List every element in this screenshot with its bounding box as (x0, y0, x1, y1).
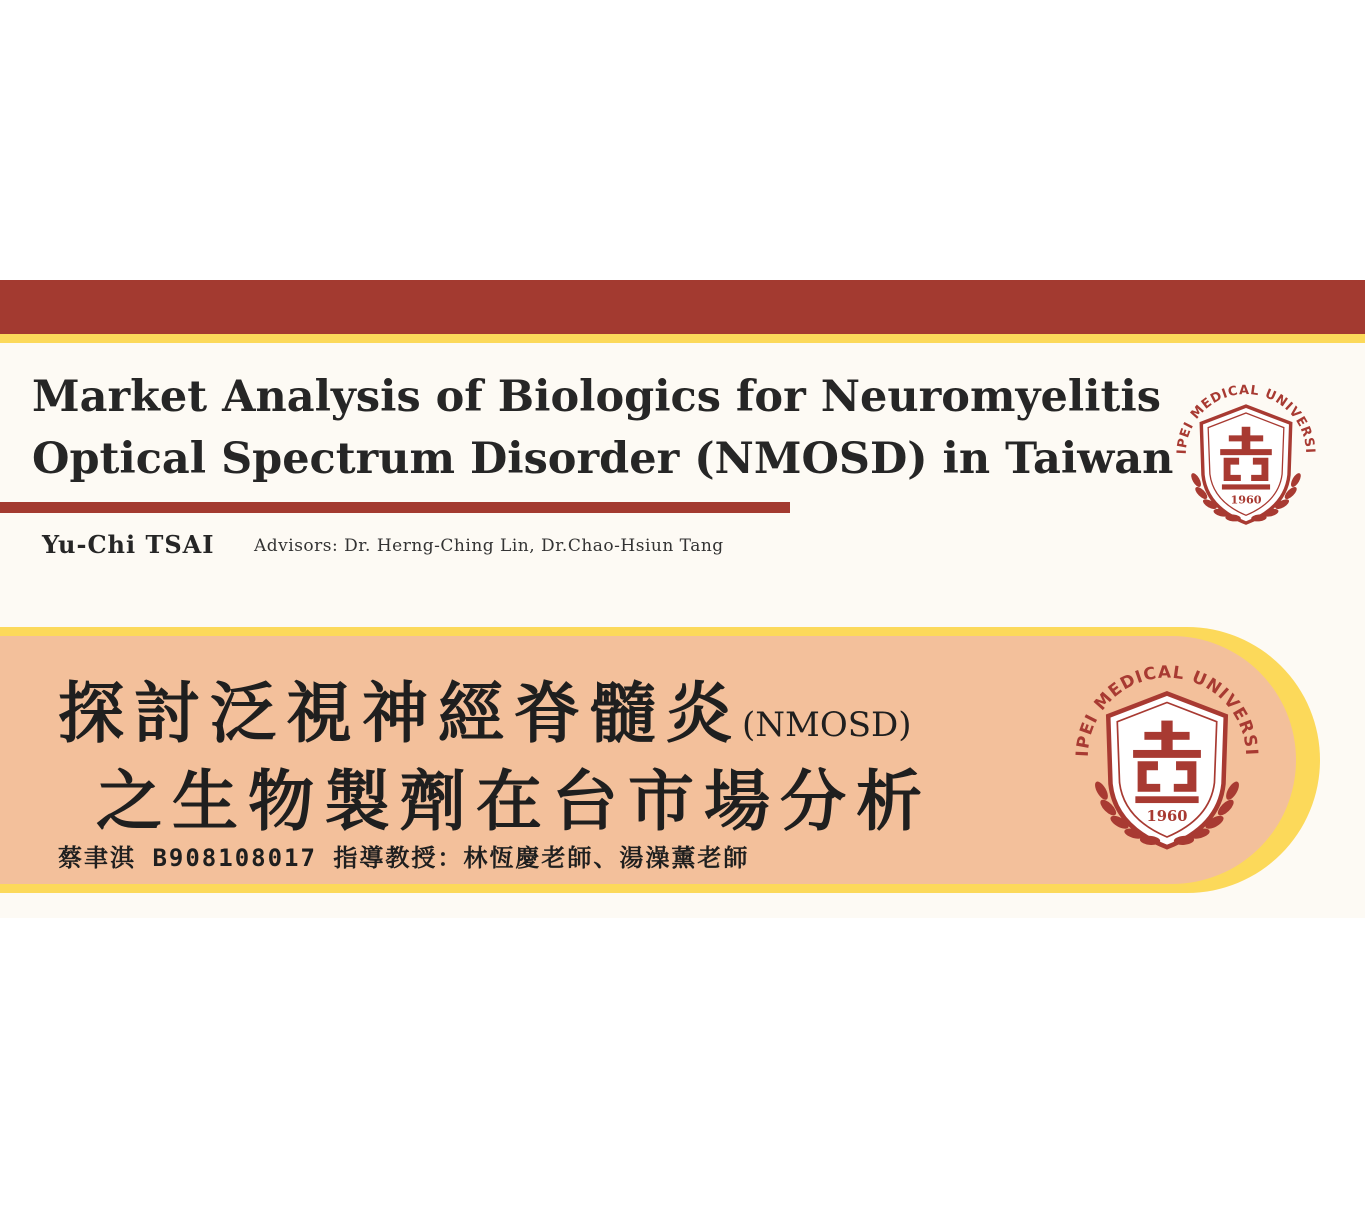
top-red-stripe (0, 280, 1365, 334)
chinese-title-abbr: (NMOSD) (742, 705, 912, 745)
university-logo-large-icon (1054, 652, 1280, 866)
advisors-text: Advisors: Dr. Herng-Ching Lin, Dr.Chao-Hsiun Tang (254, 536, 724, 556)
chinese-title-line2: 之生物製劑在台市場分析 (96, 763, 932, 840)
author-name: Yu-Chi TSAI (42, 530, 215, 559)
title-underline (0, 502, 790, 513)
english-title-line2: Optical Spectrum Disorder (NMOSD) in Taiwan (32, 434, 1174, 484)
chinese-title-line1-text: 探討泛視神經脊髓炎 (58, 675, 742, 752)
chinese-author-line: 蔡聿淇 B908108017 指導教授：林恆慶老師、湯澡薰老師 (58, 844, 750, 872)
english-title (32, 366, 1174, 490)
english-title-line1: Market Analysis of Biologics for Neuromyelitis (32, 372, 1161, 422)
top-yellow-stripe (0, 334, 1365, 343)
university-logo-icon (1160, 374, 1332, 538)
chinese-title-line1 (58, 660, 912, 755)
